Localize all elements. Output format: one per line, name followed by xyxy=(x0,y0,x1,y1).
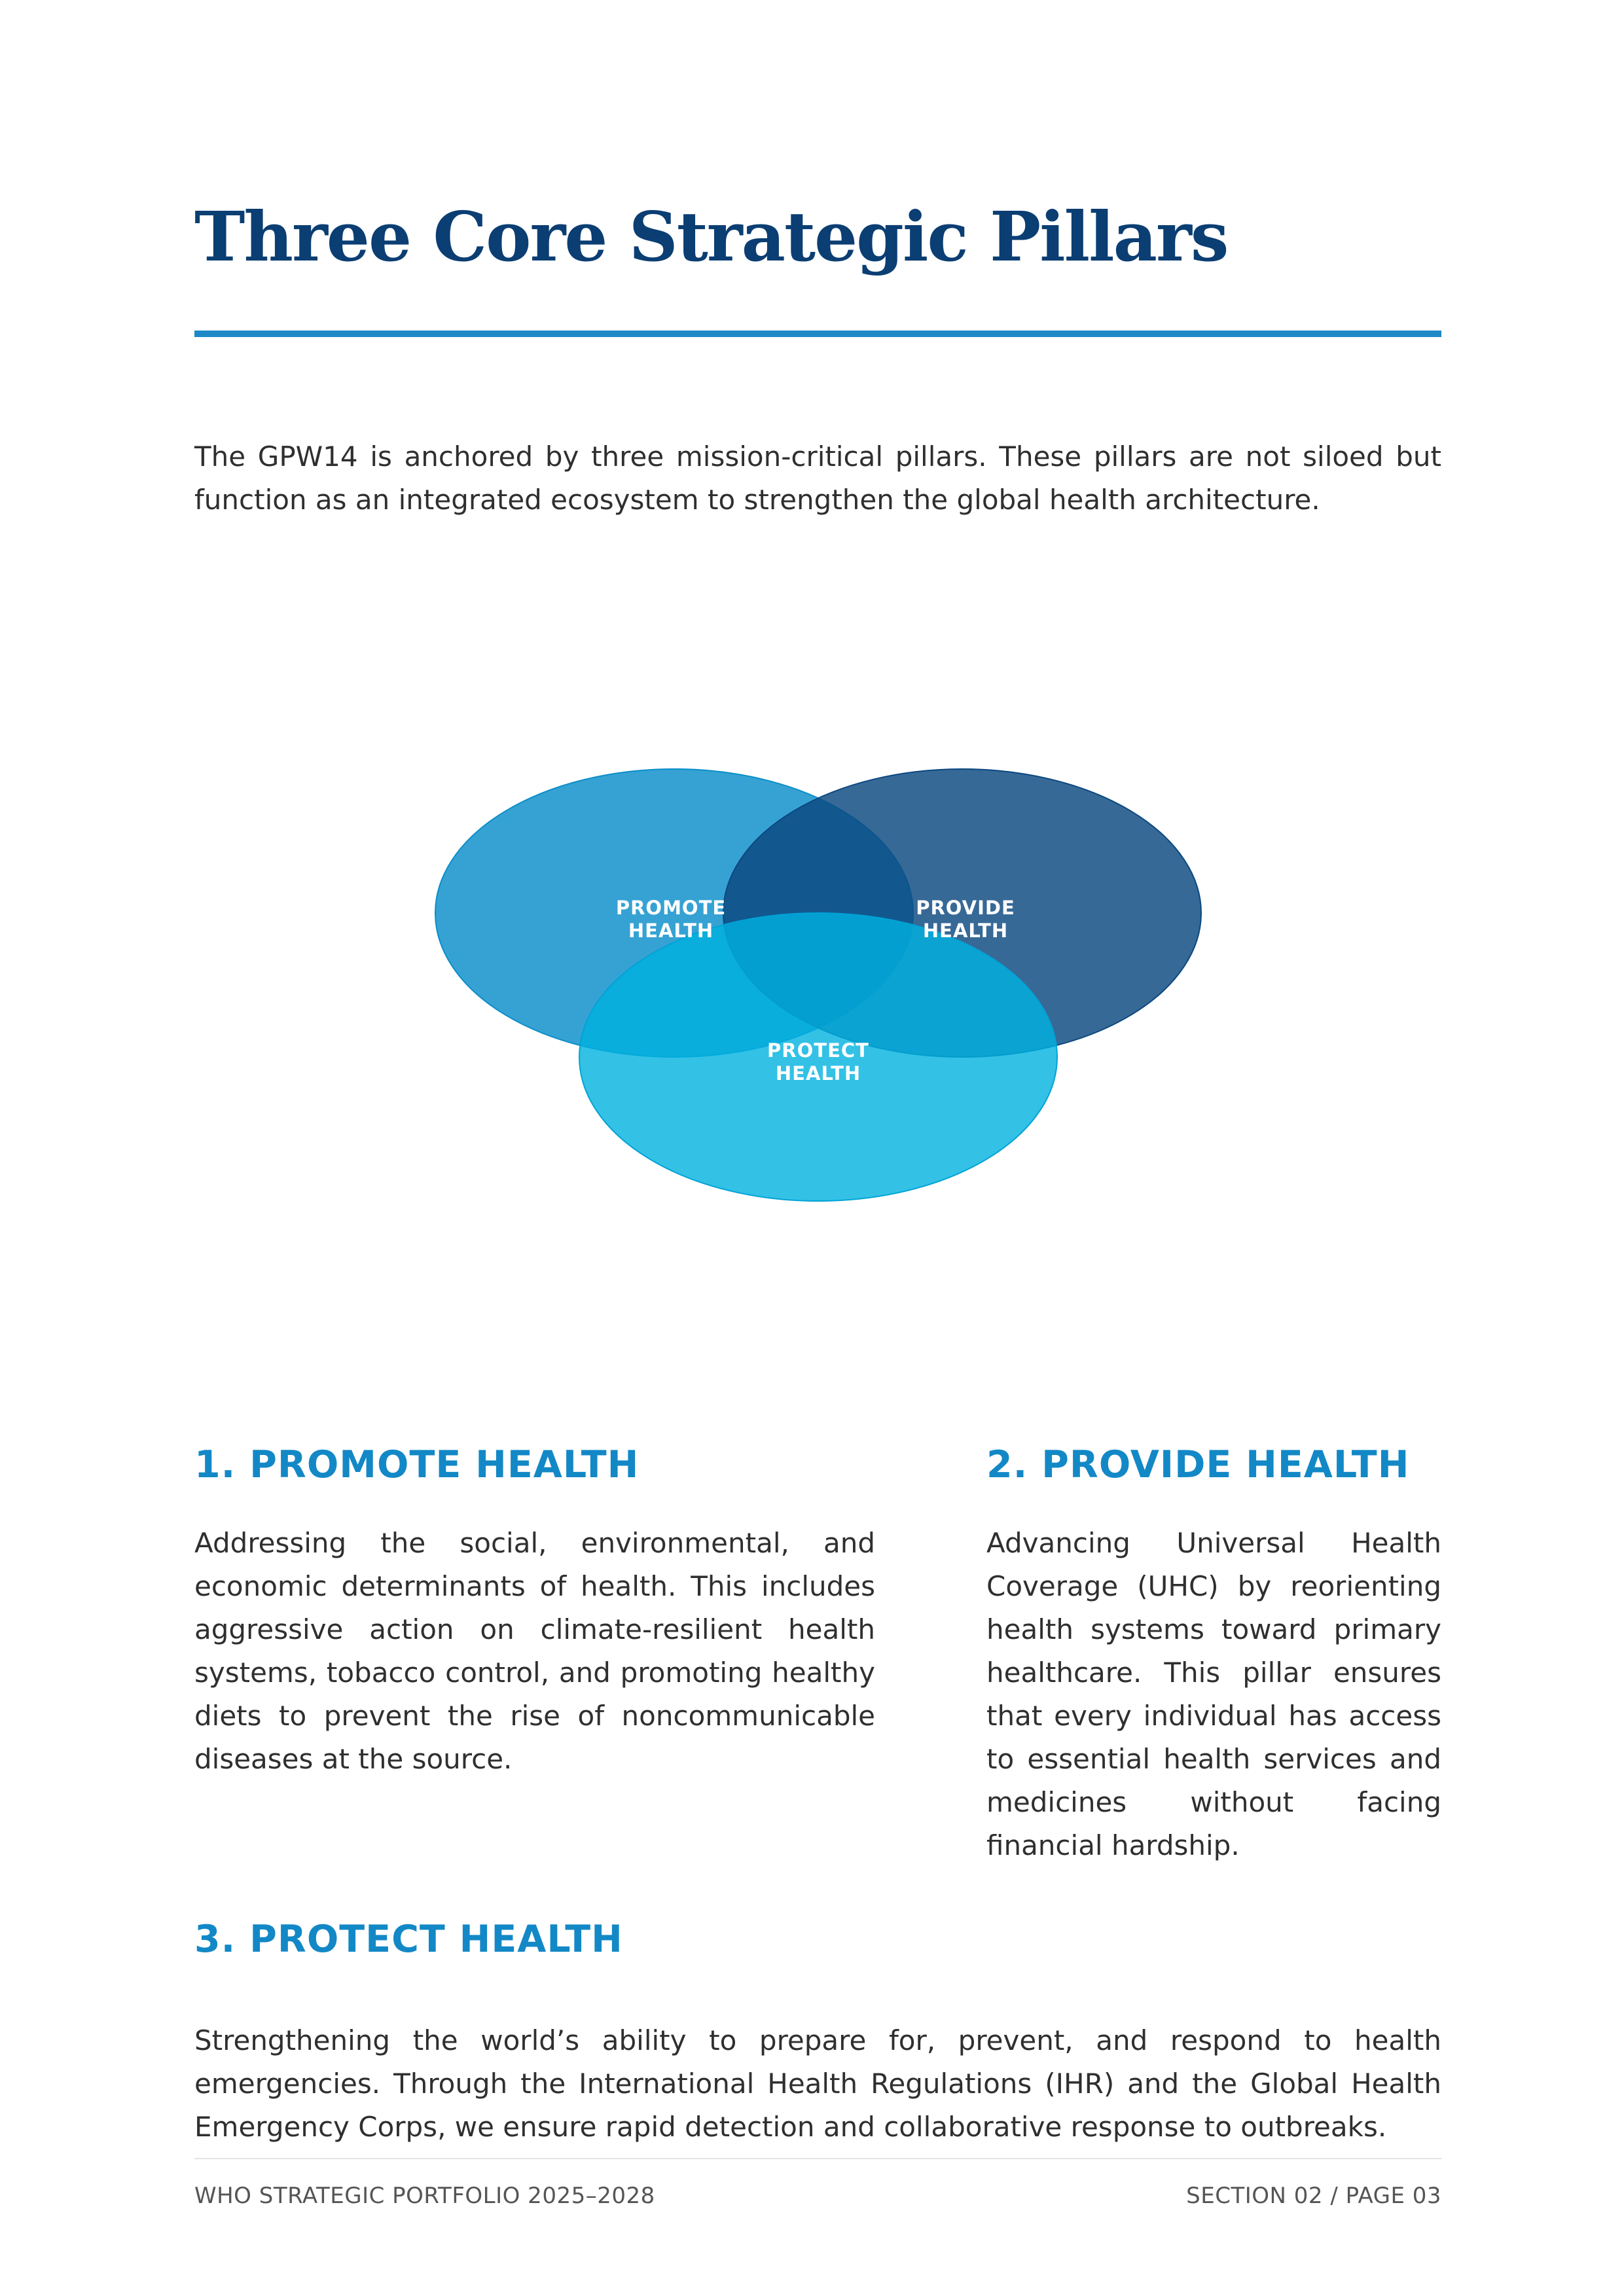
pillar-text-protect: Strengthening the world’s ability to prepare for, prevent, and respond to health emergencies. Through the International Health Regulations (IHR) and the Global Health Emergency Corps, we ensure rapid detection and collaborative response to outbreaks. xyxy=(194,2024,1441,2143)
pillar-text-promote: Addressing the social, environmental, and economic determinants of health. This includes aggressive action on climate-resilient health systems, tobacco control, and promoting healthy diets to prevent the rise of noncommunicable diseases at the source. xyxy=(194,1527,875,1775)
footer-portfolio-label: WHO STRATEGIC PORTFOLIO 2025–2028 xyxy=(194,2183,655,2209)
page-title: Three Core Strategic Pillars xyxy=(194,196,1228,277)
pillars-venn-diagram xyxy=(419,762,1204,1221)
pillar-heading-provide: 2. PROVIDE HEALTH xyxy=(986,1443,1410,1486)
pillar-heading-protect: 3. PROTECT HEALTH xyxy=(194,1918,623,1961)
intro-paragraph: The GPW14 is anchored by three mission-critical pillars. These pillars are not siloed but function as an integrated ecosystem to strengthen the global health architecture. xyxy=(194,440,1441,516)
pillar-heading-promote: 1. PROMOTE HEALTH xyxy=(194,1443,640,1486)
venn-label-provide-line2: HEALTH xyxy=(922,920,1009,942)
venn-label-promote-line2: HEALTH xyxy=(628,920,714,942)
pillar-text-provide: Advancing Universal Health Coverage (UHC) by reorienting health systems toward primary healthcare. This pillar ensures that every individual has access to essential health services and medicines without facing financial hardship. xyxy=(986,1527,1441,1861)
venn-label-provide-line1: PROVIDE xyxy=(916,897,1015,919)
venn-label-promote-line1: PROMOTE xyxy=(615,897,727,919)
venn-label-protect-line1: PROTECT xyxy=(767,1039,869,1062)
venn-label-protect-line2: HEALTH xyxy=(775,1062,861,1085)
footer-divider xyxy=(194,2158,1441,2159)
footer-page-label: SECTION 02 / PAGE 03 xyxy=(1186,2183,1441,2209)
title-divider xyxy=(194,331,1441,337)
